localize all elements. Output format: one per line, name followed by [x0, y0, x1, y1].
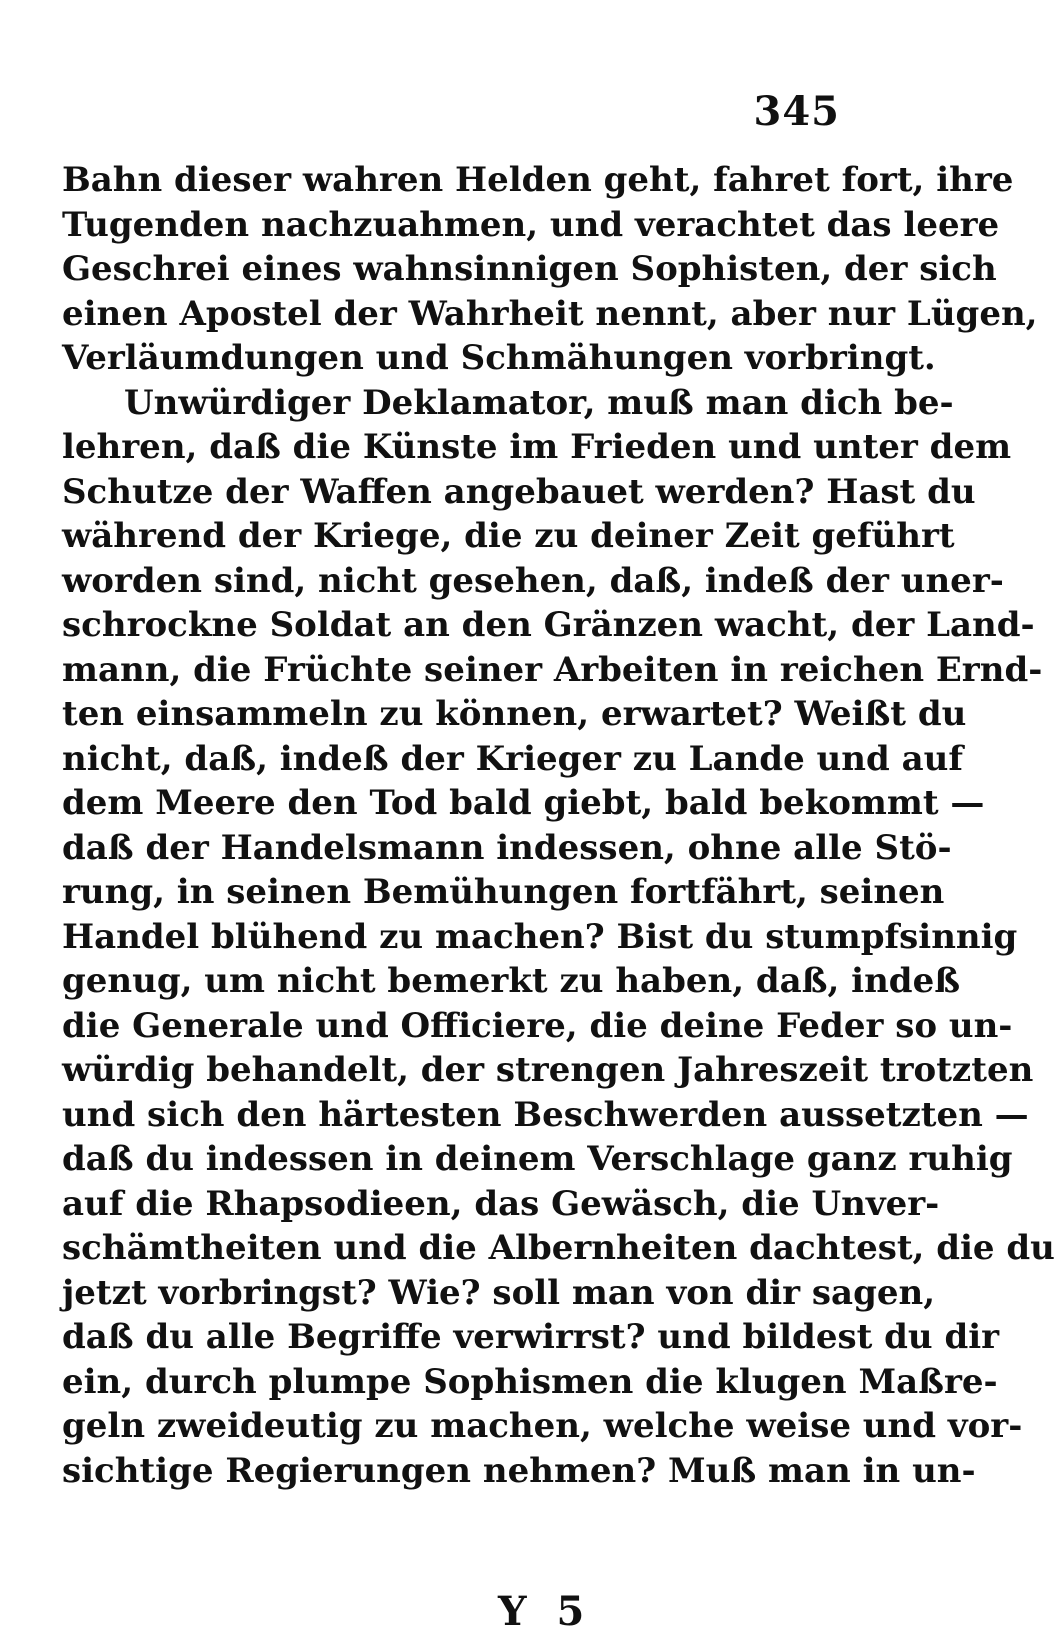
- text-line: dem Meere den Tod bald giebt, bald bekommt —: [62, 783, 985, 823]
- text-line: ein, durch plumpe Sophismen die klugen Maßre-: [62, 1361, 998, 1402]
- text-line: würdig behandelt, der strengen Jahreszeit trotzten: [62, 1050, 1034, 1090]
- text-line: die Generale und Officiere, die deine Feder so un-: [62, 1005, 1013, 1046]
- text-line: sichtige Regierungen nehmen? Muß man in un-: [62, 1450, 976, 1491]
- text-line: lehren, daß die Künste im Frieden und unter dem: [62, 427, 1012, 467]
- text-line: worden sind, nicht gesehen, daß, indeß der uner-: [62, 560, 1004, 601]
- text-line: Tugenden nachzuahmen, und verachtet das leere: [62, 204, 1000, 245]
- text-line: Unwürdiger Deklamator, muß man dich be-: [124, 382, 954, 423]
- text-line: Bahn dieser wahren Helden geht, fahret fort, ihre: [62, 160, 1014, 200]
- text-line: daß der Handelsmann indessen, ohne alle Stö-: [62, 827, 952, 868]
- text-line: jetzt vorbringst? Wie? soll man von dir sagen,: [62, 1272, 936, 1313]
- text-line: daß du alle Begriffe verwirrst? und bildest du dir: [62, 1317, 1000, 1357]
- text-line: rung, in seinen Bemühungen fortfährt, seinen: [62, 872, 945, 912]
- text-line: während der Kriege, die zu deiner Zeit geführt: [62, 516, 955, 556]
- text-line: einen Apostel der Wahrheit nennt, aber nur Lügen,: [62, 293, 1038, 334]
- text-line: nicht, daß, indeß der Krieger zu Lande und auf: [62, 738, 963, 779]
- text-line: schrockne Soldat an den Gränzen wacht, der Land-: [62, 605, 1035, 645]
- text-line: und sich den härtesten Beschwerden aussetzten —: [62, 1094, 1029, 1135]
- text-line: auf die Rhapsodieen, das Gewäsch, die Unver-: [62, 1183, 940, 1224]
- text-line: genug, um nicht bemerkt zu haben, daß, indeß: [62, 961, 961, 1001]
- text-line: Geschrei eines wahnsinnigen Sophisten, der sich: [62, 249, 997, 289]
- text-line: schämtheiten und die Albernheiten dachtest, die du: [62, 1228, 1055, 1268]
- body-text: [62, 158, 1055, 1493]
- text-line: geln zweideutig zu machen, welche weise und vor-: [62, 1406, 1023, 1446]
- text-line: mann, die Früchte seiner Arbeiten in reichen Ernd-: [62, 649, 1043, 690]
- text-line: ten einsammeln zu können, erwartet? Weißt du: [62, 694, 967, 734]
- text-line: Handel blühend zu machen? Bist du stumpfsinnig: [62, 916, 1018, 957]
- text-line: daß du indessen in deinem Verschlage ganz ruhig: [62, 1139, 1013, 1179]
- text-line: Verläumdungen und Schmähungen vorbringt.: [62, 338, 936, 378]
- page-number: 345: [753, 88, 840, 135]
- signature-mark: Y 5: [498, 1588, 593, 1635]
- text-line: Schutze der Waffen angebauet werden? Hast du: [62, 471, 976, 512]
